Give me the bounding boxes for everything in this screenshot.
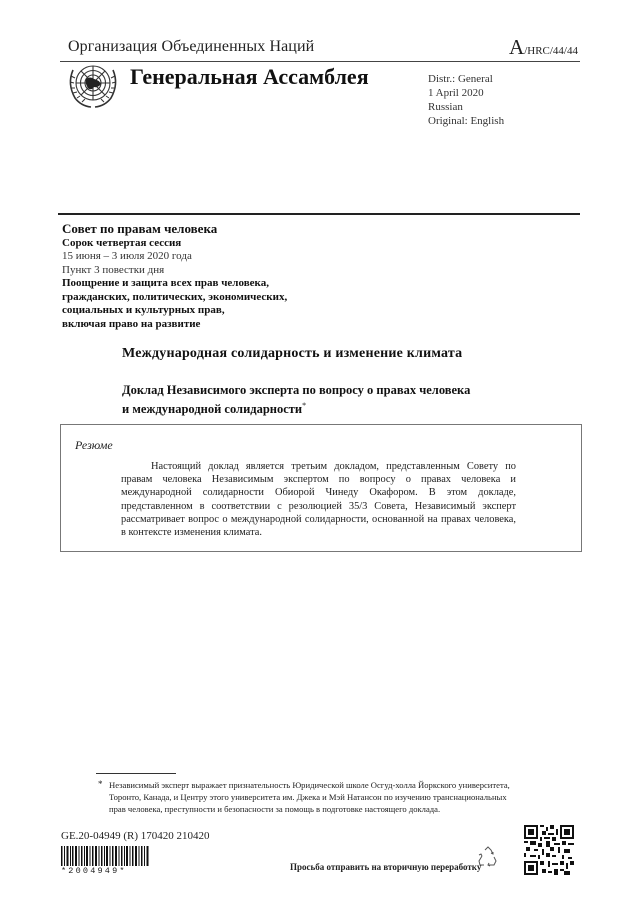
agenda-line: социальных и культурных прав, [62, 304, 225, 316]
footnote-ref[interactable]: * [302, 401, 307, 410]
job-number: GE.20-04949 (R) 170420 210420 [61, 830, 210, 842]
recycle-icon [478, 846, 498, 868]
language: Russian [428, 101, 463, 113]
agenda-item: Пункт 3 повестки дня [62, 263, 165, 276]
footnote-rule [96, 773, 176, 774]
symbol-letter: A [509, 35, 525, 59]
document-subtitle [122, 383, 542, 417]
organization-name: Организация Объединенных Наций [68, 38, 315, 55]
agenda-line: Поощрение и защита всех прав человека, [62, 277, 269, 289]
council-title: Совет по правам человека [62, 221, 218, 236]
session: Сорок четвертая сессия [62, 236, 182, 249]
summary-heading: Резюме [75, 438, 113, 452]
barcode-icon [61, 846, 149, 866]
subtitle-line [122, 398, 542, 417]
symbol-rest: /HRC/44/44 [524, 45, 578, 57]
header-rule [60, 61, 580, 62]
qr-code-icon [524, 825, 574, 875]
original-language: Original: English [428, 115, 505, 127]
council-block [62, 222, 287, 331]
barcode-number: *2004949* [61, 866, 127, 876]
document-title: Международная солидарность и изменение климата [122, 346, 463, 361]
document-symbol [509, 35, 578, 60]
footnote-text: Независимый эксперт выражает признательность Юридической школе Осгуд-холла Йоркского университета, Торонто, Канада, и Центру этого университета им. Джека и Мэй Натансон по изучению транснациональных прав человека, преступности и безопасности за помощь в подготовке настоящего доклада. [109, 780, 510, 815]
footnote-mark: * [98, 779, 103, 789]
subtitle-text: и международной солидарности [122, 402, 303, 417]
distribution-info [428, 72, 504, 128]
summary-text: Настоящий доклад является третьим докладом, представленным Совету по правам человека Независимым экспертом по вопросу о правах человека и международной солидарности Обиорой Чинеду Окафором. В этом докладе, представленном в соответствии с резолюцией 35/3 Совета, Независимый эксперт рассматривает вопрос о международной солидарности, основанной на правах человека, в контексте изменения климата. [121, 461, 516, 539]
un-emblem-icon [64, 60, 122, 110]
distribution: Distr.: General [428, 73, 493, 85]
session-dates: 15 июня – 3 июля 2020 года [62, 250, 192, 262]
section-rule [58, 213, 580, 215]
agenda-line: гражданских, политических, экономических, [62, 290, 288, 303]
agenda-line: включая право на развитие [62, 317, 201, 330]
subtitle-line: Доклад Независимого эксперта по вопросу о правах человека [122, 383, 471, 397]
recycle-notice: Просьба отправить на вторичную переработку [290, 862, 482, 872]
general-assembly-title: Генеральная Ассамблея [130, 64, 369, 89]
issue-date: 1 April 2020 [428, 87, 484, 99]
agenda-title [62, 277, 287, 331]
